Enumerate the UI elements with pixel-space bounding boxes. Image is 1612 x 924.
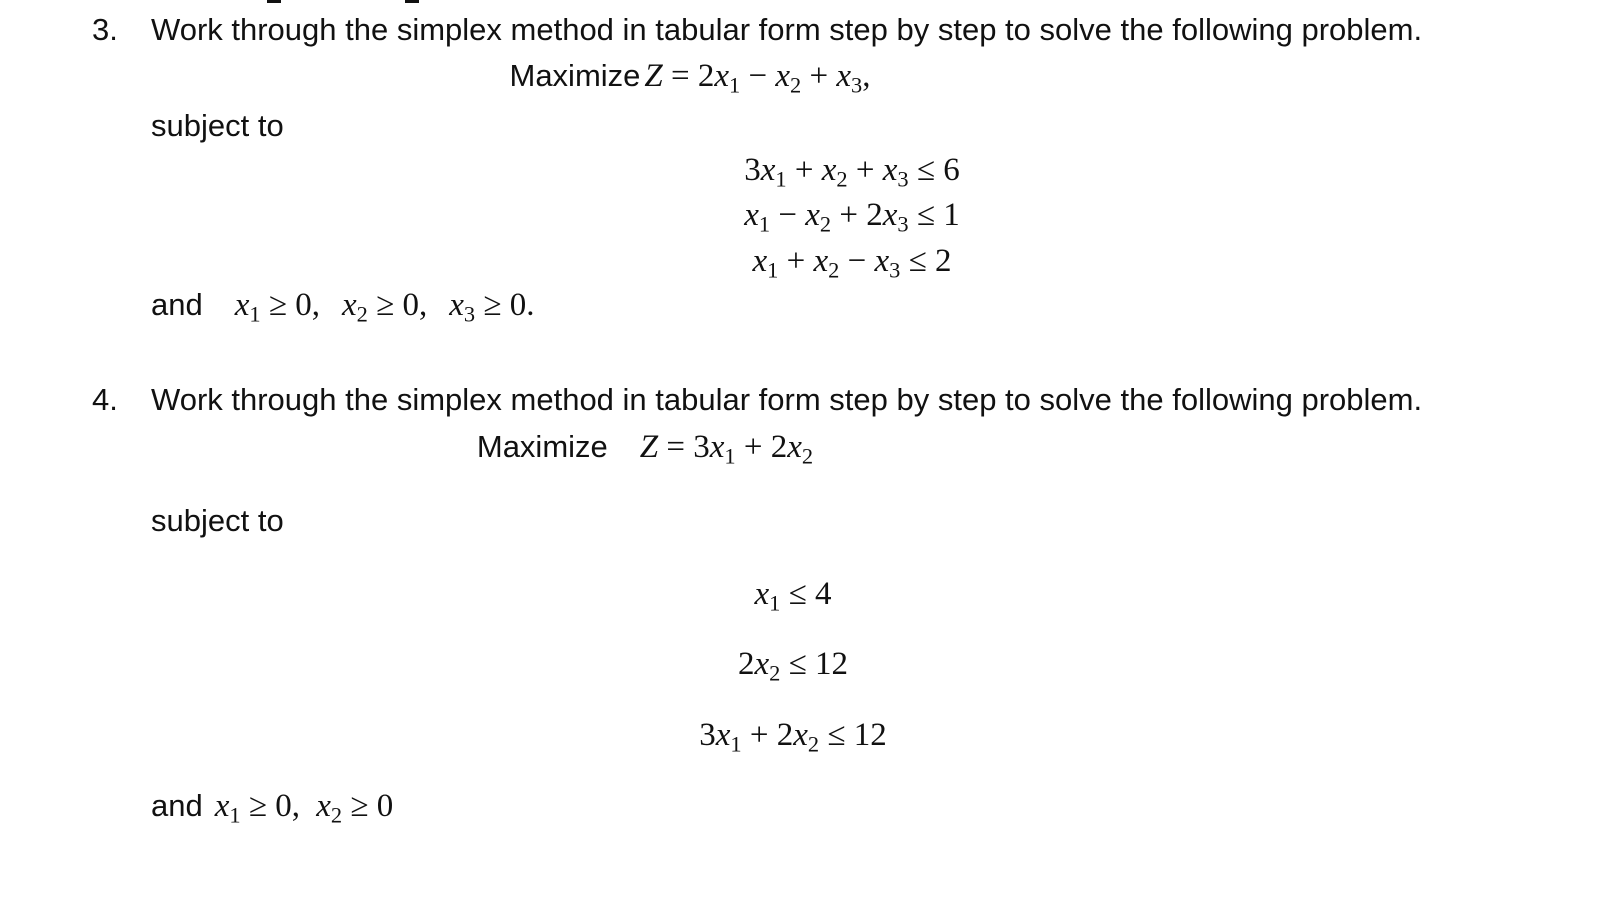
problem-3-objective (509, 58, 871, 98)
problem-3-number: 3. (92, 12, 118, 47)
and-label: and (151, 287, 203, 322)
problem-4-number: 4. (92, 382, 118, 417)
nonnegativity-conditions: $x_1 \ge 0$, $x_2 \ge 0$ (214, 788, 394, 828)
maximize-label: Maximize (476, 429, 608, 464)
and-label: and (151, 788, 203, 823)
problem-4-subject-to: subject to (151, 503, 284, 538)
nonnegativity-conditions: $x_1 \ge 0$, $x_2 \ge 0$, $x_3 \ge 0$. (234, 287, 535, 327)
objective-function: $Z = 2x_1 - x_2 + x_3$, (644, 58, 871, 98)
problem-4-constraint-3: $3x_1 + 2x_2 \le 12$ (699, 717, 887, 757)
problem-4-constraint-2: $2x_2 \le 12$ (738, 646, 848, 686)
problem-4-objective (476, 429, 814, 469)
cropped-text-fragment (255, 0, 435, 4)
problem-3-subject-to: subject to (151, 108, 284, 143)
problem-3-instruction: Work through the simplex method in tabular form step by step to solve the following problem. (151, 12, 1423, 47)
problem-4-nonnegativity (151, 788, 394, 828)
problem-3-constraint-3: $x_1 + x_2 - x_3 \le 2$ (752, 243, 952, 283)
problem-3-constraint-1: $3x_1 + x_2 + x_3 \le 6$ (744, 152, 960, 192)
problem-4-constraint-1: $x_1 \le 4$ (754, 576, 832, 616)
problem-4-instruction: Work through the simplex method in tabular form step by step to solve the following problem. (151, 382, 1423, 417)
problem-3-nonnegativity (151, 287, 535, 327)
objective-function: $Z = 3x_1 + 2x_2$ (639, 429, 814, 469)
problem-3-constraint-2: $x_1 - x_2 + 2x_3 \le 1$ (744, 197, 960, 237)
maximize-label: Maximize (509, 58, 641, 93)
